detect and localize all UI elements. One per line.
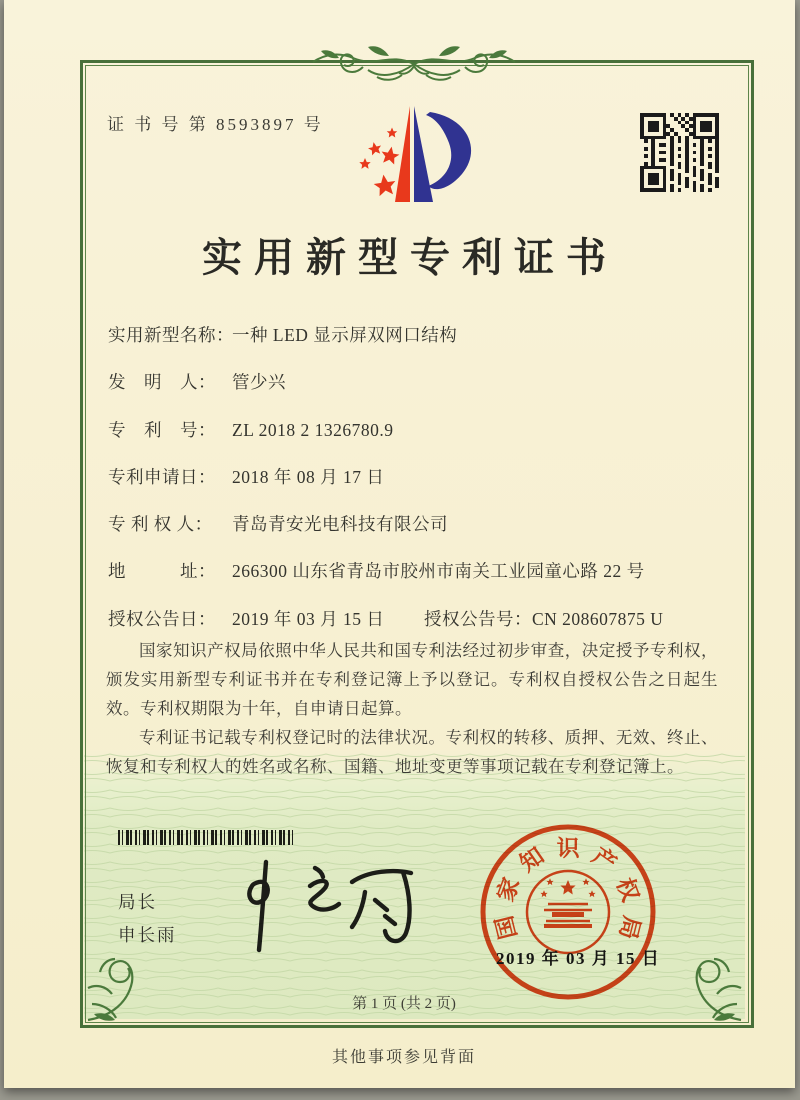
field-filing-date [108, 464, 728, 489]
legal-paragraph: 专利证书记载专利权登记时的法律状况。专利权的转移、质押、无效、终止、恢复和专利权人的姓名或名称、国籍、地址变更等事项记载在专利登记簿上。 [106, 728, 718, 776]
field-value: ZL 2018 2 1326780.9 [232, 420, 394, 440]
field-value: 管少兴 [232, 372, 286, 392]
field-name [108, 322, 728, 347]
national-ip-office-seal [476, 820, 660, 1004]
commissioner-title: 局长 [118, 892, 157, 912]
field-label: 专 利 号： [108, 420, 216, 440]
field-label: 授权公告日： [108, 609, 216, 629]
svg-text:产: 产 [587, 843, 621, 877]
field-address [108, 558, 728, 583]
field-label: 授权公告号： [424, 609, 532, 629]
page-number: 第 1 页 (共 2 页) [352, 996, 456, 1012]
field-grant-row [108, 606, 728, 631]
commissioner-block [118, 886, 177, 952]
field-label: 专利申请日： [108, 467, 216, 487]
top-flourish-ornament [289, 34, 539, 96]
field-value: CN 208607875 U [532, 609, 664, 629]
svg-text:权: 权 [611, 874, 644, 905]
legal-text [106, 636, 718, 781]
legal-paragraph: 国家知识产权局依照中华人民共和国专利法经过初步审查，决定授予专利权，颁发实用新型专利证书并在专利登记簿上予以登记。专利权自授权公告之日起生效。专利权期限为十年，自申请日起算。 [106, 641, 718, 718]
field-label: 发 明 人： [108, 372, 216, 392]
handwritten-signature [214, 850, 444, 965]
field-inventor [108, 369, 728, 394]
field-grant-no [424, 606, 663, 631]
field-value: 一种 LED 显示屏双网口结构 [232, 325, 458, 345]
svg-text:知: 知 [515, 842, 549, 877]
field-label: 专 利 权 人： [108, 514, 213, 534]
field-value: 266300 山东省青岛市胶州市南关工业园童心路 22 号 [232, 561, 645, 581]
field-patentee [108, 511, 728, 536]
national-emblem [527, 871, 609, 953]
back-side-note: 其他事项参见背面 [331, 1049, 476, 1066]
barcode [118, 830, 296, 845]
field-label: 实用新型名称： [108, 325, 234, 345]
field-value: 青岛青安光电科技有限公司 [232, 514, 448, 534]
certificate-paper [4, 0, 795, 1088]
field-label: 地 址： [108, 561, 216, 581]
field-value: 2018 年 08 月 17 日 [232, 467, 385, 487]
certificate-title: 实用新型专利证书 [202, 235, 618, 280]
svg-text:局: 局 [614, 913, 645, 942]
certificate-number: 证 书 号 第 8593897 号 [107, 115, 324, 134]
field-value: 2019 年 03 月 15 日 [232, 609, 385, 629]
svg-text:家: 家 [492, 874, 525, 905]
svg-text:识: 识 [556, 835, 580, 862]
qr-code [640, 113, 719, 192]
svg-text:国: 国 [491, 913, 522, 942]
commissioner-name: 申长雨 [118, 925, 177, 945]
cnipa-patent-logo [336, 98, 488, 218]
field-patent-no [108, 417, 728, 442]
seal-date: 2019 年 03 月 15 日 [496, 949, 661, 968]
